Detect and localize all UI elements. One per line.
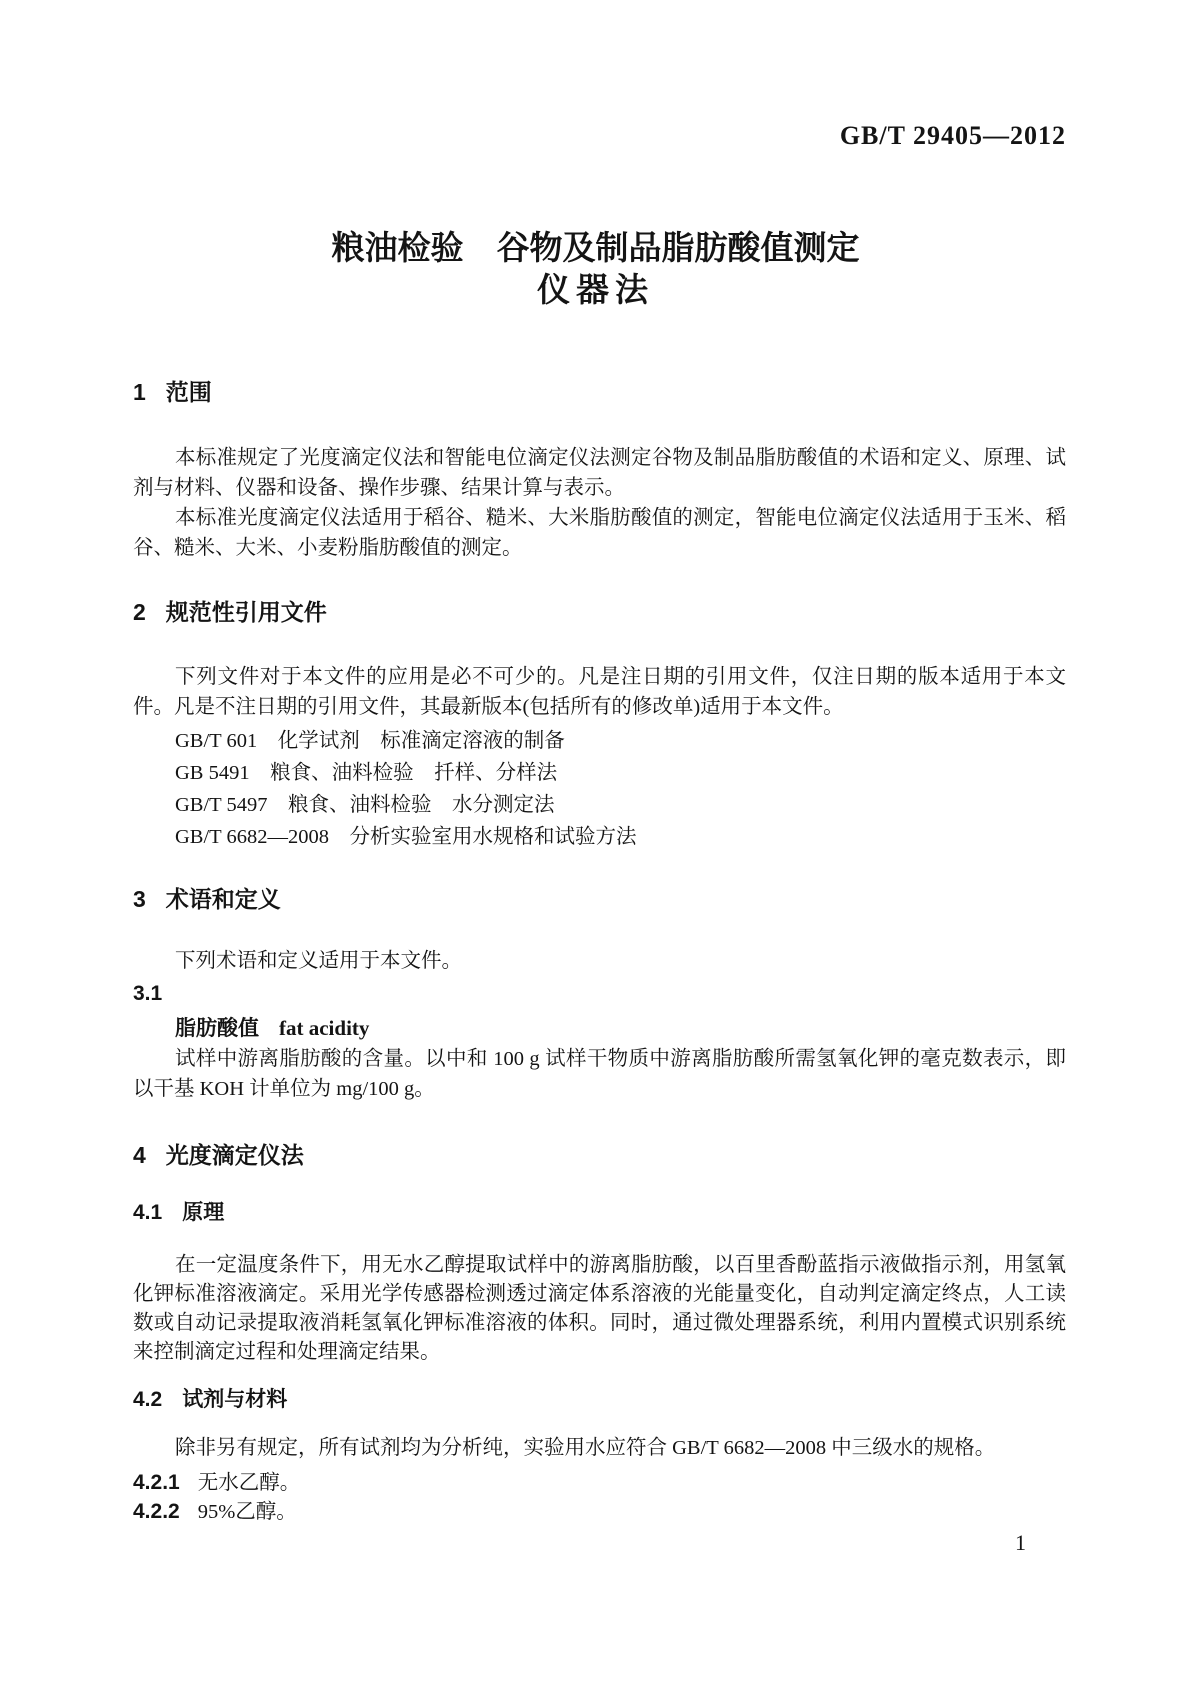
section-2-title: 规范性引用文件: [165, 599, 327, 625]
reference-item: GB/T 601 化学试剂 标准滴定溶液的制备: [175, 730, 565, 752]
reagents-intro: 除非另有规定，所有试剂均为分析纯，实验用水应符合 GB/T 6682—2008 中三级水的规格。: [175, 1437, 996, 1459]
clause-3-1-number: 3.1: [133, 982, 163, 1005]
standard-number: GB/T 29405—2012: [839, 121, 1066, 150]
term-zh: 脂肪酸值: [175, 1017, 259, 1040]
scope-paragraph-2: 本标准光度滴定仪法适用于稻谷、糙米、大米脂肪酸值的测定，智能电位滴定仪法适用于玉米、稻谷、糙米、大米、小麦粉脂肪酸值的测定。: [133, 507, 1066, 559]
document-title-line1: 粮油检验 谷物及制品脂肪酸值测定: [331, 229, 860, 266]
terms-intro: 下列术语和定义适用于本文件。: [175, 950, 462, 972]
section-1-title: 范围: [165, 379, 212, 405]
section-4-2-title: 试剂与材料: [182, 1388, 288, 1411]
clause-4-2-1-text: 无水乙醇。: [197, 1472, 301, 1494]
section-4-1-heading: [133, 1198, 1066, 1228]
section-4-2-heading: [133, 1385, 1066, 1415]
principle-paragraph: 在一定温度条件下，用无水乙醇提取试样中的游离脂肪酸，以百里香酚蓝指示液做指示剂，用氢氧化钾标准溶液滴定。采用光学传感器检测透过滴定体系溶液的光能量变化，自动判定滴定终点，人工读数或自动记录提取液消耗氢氧化钾标准溶液的体积。同时，通过微处理器系统，利用内置模式识别系统来控制滴定过程和处理滴定结果。: [133, 1254, 1066, 1363]
term-fat-acidity: [133, 1013, 1108, 1044]
section-2-heading: [133, 597, 1066, 627]
clause-4-2-1-number: 4.2.1: [133, 1471, 180, 1494]
section-4-heading: [133, 1140, 1066, 1170]
normative-references-list: [133, 725, 1066, 853]
normative-references-intro: 下列文件对于本文件的应用是必不可少的。凡是注日期的引用文件，仅注日期的版本适用于本文件。凡是不注日期的引用文件，其最新版本(包括所有的修改单)适用于本文件。: [133, 666, 1066, 718]
clause-4-2-2-number: 4.2.2: [133, 1500, 180, 1523]
section-3-title: 术语和定义: [165, 886, 281, 912]
section-3-number: 3: [133, 886, 146, 912]
section-4-1-title: 原理: [182, 1201, 225, 1224]
section-3-heading: [133, 884, 1066, 914]
reference-item: GB/T 6682—2008 分析实验室用水规格和试验方法: [175, 826, 637, 848]
clause-4-2-1: [133, 1468, 1066, 1498]
page-number: 1: [1015, 1530, 1026, 1555]
reference-item: GB/T 5497 粮食、油料检验 水分测定法: [175, 794, 555, 816]
term-en: fat acidity: [279, 1016, 370, 1040]
clause-4-2-2-text: 95%乙醇。: [197, 1501, 297, 1523]
section-4-title: 光度滴定仪法: [165, 1142, 304, 1168]
term-definition: 试样中游离脂肪酸的含量。以中和 100 g 试样干物质中游离脂肪酸所需氢氧化钾的毫克数表示，即以干基 KOH 计单位为 mg/100 g。: [133, 1048, 1066, 1100]
document-title-line2: 仪器法: [537, 271, 654, 308]
section-1-number: 1: [133, 379, 146, 405]
scope-paragraph-1: 本标准规定了光度滴定仪法和智能电位滴定仪法测定谷物及制品脂肪酸值的术语和定义、原理、试剂与材料、仪器和设备、操作步骤、结果计算与表示。: [133, 447, 1066, 499]
section-4-2-number: 4.2: [133, 1388, 163, 1411]
section-1-heading: [133, 377, 1066, 407]
section-4-1-number: 4.1: [133, 1201, 163, 1224]
section-4-number: 4: [133, 1142, 146, 1168]
reference-item: GB 5491 粮食、油料检验 扦样、分样法: [175, 762, 558, 784]
section-2-number: 2: [133, 599, 146, 625]
clause-4-2-2: [133, 1497, 1066, 1527]
